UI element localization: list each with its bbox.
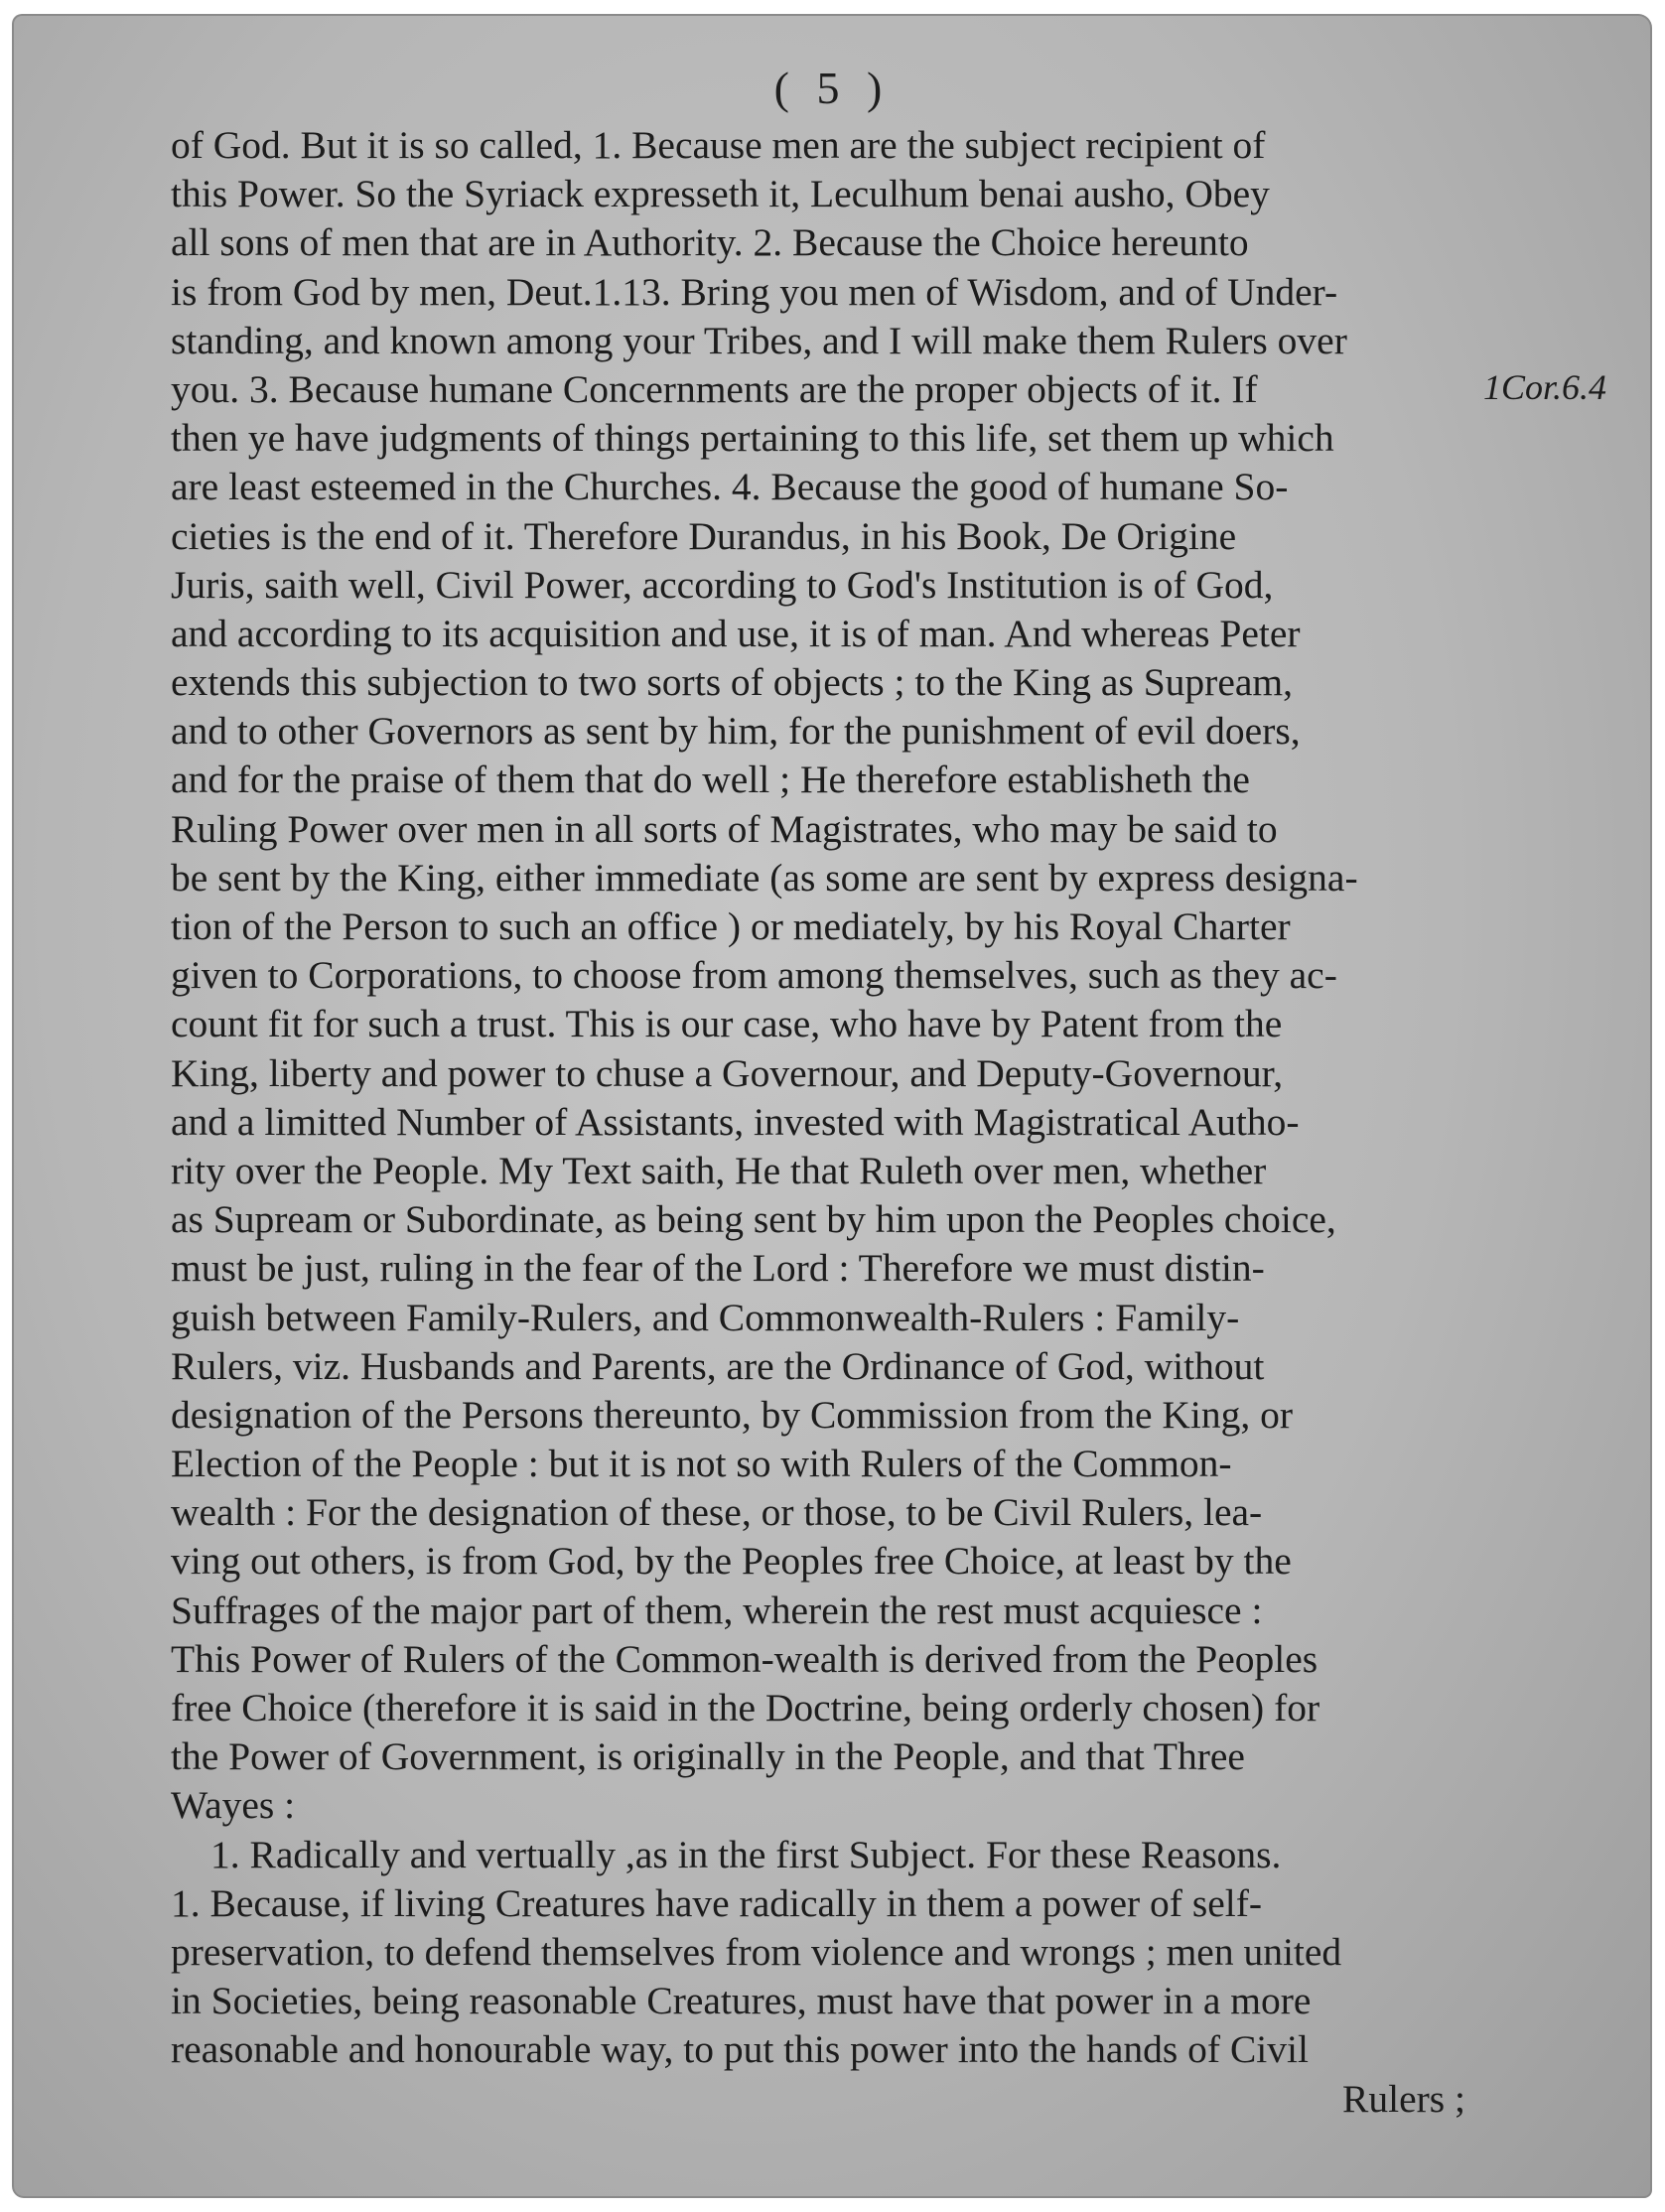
text-line: designation of the Persons thereunto, by Commission from the King, or [171,1392,1294,1437]
text-line: 1. Radically and vertually ,as in the first Subject. For these Reasons. [210,1832,1282,1876]
text-line: in Societies, being reasonable Creatures, must have that power in a more [171,1979,1312,2023]
text-line: preservation, to defend themselves from violence and wrongs ; men united [171,1929,1342,1974]
text-line: Election of the People : but it is not so with Rulers of the Common- [171,1442,1232,1486]
text-line: rity over the People. My Text saith, He that Ruleth over men, whether [171,1148,1267,1192]
text-line: must be just, ruling in the fear of the Lord : Therefore we must distin- [171,1246,1265,1291]
text-line: This Power of Rulers of the Common-wealth is derived from the Peoples [171,1636,1318,1681]
text-line: all sons of men that are in Authority. 2. Because the Choice hereunto [171,220,1249,265]
text-line: and to other Governors as sent by him, for the punishment of evil doers, [171,709,1301,754]
text-line: Wayes : [171,1783,296,1828]
text-line: and according to its acquisition and use, it is of man. And whereas Peter [171,611,1301,655]
text-line: are least esteemed in the Churches. 4. Because the good of humane So- [171,465,1289,509]
text-line: is from God by men, Deut.1.13. Bring you men of Wisdom, and of Under- [171,269,1338,314]
text-line: ving out others, is from God, by the Peoples free Choice, at least by the [171,1539,1292,1584]
text-line: of God. But it is so called, 1. Because men are the subject recipient of [171,123,1266,167]
text-line: reasonable and honourable way, to put this power into the hands of Civil [171,2027,1309,2072]
body-text [171,121,1471,2124]
text-line: Ruling Power over men in all sorts of Magistrates, who may be said to [171,806,1278,851]
margin-note: 1Cor.6.4 [1483,367,1607,407]
page-number: ( 5 ) [773,63,891,113]
text-line: be sent by the King, either immediate (as some are sent by express designa- [171,855,1358,899]
text-line: and for the praise of them that do well ; He therefore establisheth the [171,758,1250,802]
text-line: given to Corporations, to choose from among themselves, such as they ac- [171,953,1337,998]
text-line: and a limitted Number of Assistants, invested with Magistratical Autho- [171,1099,1300,1144]
text-line: tion of the Person to such an office ) or mediately, by his Royal Charter [171,904,1291,948]
text-line: Juris, saith well, Civil Power, according to God's Institution is of God, [171,562,1274,607]
text-line: standing, and known among your Tribes, and I will make them Rulers over [171,318,1347,362]
text-line: King, liberty and power to chuse a Governour, and Deputy-Governour, [171,1050,1284,1095]
text-line: as Supream or Subordinate, as being sent by him upon the Peoples choice, [171,1197,1336,1242]
text-line: guish between Family-Rulers, and Commonwealth-Rulers : Family- [171,1295,1240,1339]
text-line: wealth : For the designation of these, or those, to be Civil Rulers, lea- [171,1490,1263,1535]
text-line: extends this subjection to two sorts of objects ; to the King as Supream, [171,660,1293,705]
text-line: you. 3. Because humane Concernments are the proper objects of it. If [171,366,1258,411]
text-line: Suffrages of the major part of them, wherein the rest must acquiesce : [171,1588,1263,1632]
text-line: 1. Because, if living Creatures have radically in them a power of self- [171,1880,1263,1925]
text-line: cieties is the end of it. Therefore Durandus, in his Book, De Origine [171,513,1237,558]
document-page [12,14,1652,2198]
text-line: Rulers, viz. Husbands and Parents, are the Ordinance of God, without [171,1343,1265,1388]
text-line: this Power. So the Syriack expresseth it, Leculhum benai ausho, Obey [171,172,1270,216]
text-line: count fit for such a trust. This is our case, who have by Patent from the [171,1002,1283,1046]
text-line: then ye have judgments of things pertaining to this life, set them up which [171,416,1334,461]
text-line: free Choice (therefore it is said in the Doctrine, being orderly chosen) for [171,1686,1320,1729]
text-line: the Power of Government, is originally in the People, and that Three [171,1734,1245,1779]
catchword: Rulers ; [1342,2076,1465,2121]
